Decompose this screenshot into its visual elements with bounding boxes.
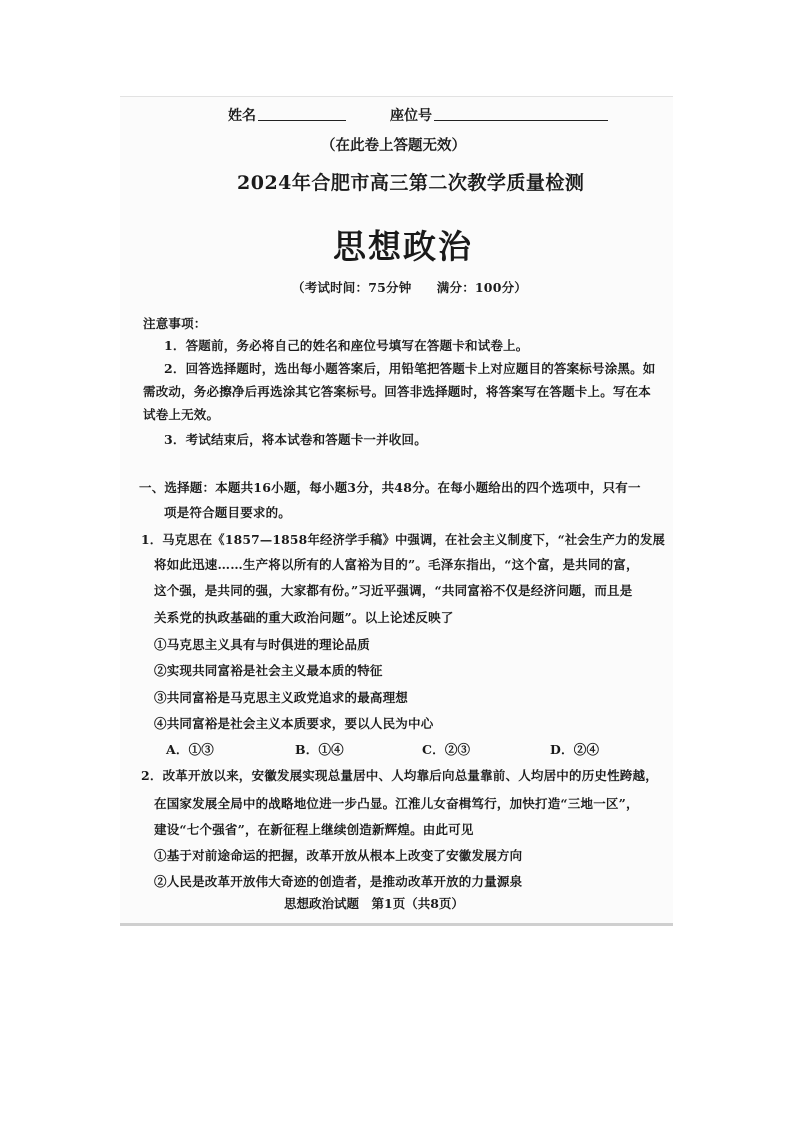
q1-choice-d: D．②④ (550, 742, 600, 757)
q1-choice-b: B．①④ (295, 742, 344, 757)
instructions-title: 注意事项： (143, 316, 207, 331)
q2-option-1: ①基于对前途命运的把握，改革开放从根本上改变了安徽发展方向 (154, 848, 523, 863)
exam-info: （考试时间：75分钟 满分：100分） (292, 280, 527, 295)
section-1-heading-line1: 一、选择题：本题共16小题，每小题3分，共48分。在每小题给出的四个选项中，只有一 (139, 480, 641, 495)
exam-title: 2024年合肥市高三第二次教学质量检测 (237, 172, 585, 194)
q2-stem-line1: 2．改革开放以来，安徽发展实现总量居中、人均靠后向总量靠前、人均居中的历史性跨越， (141, 768, 658, 783)
instruction-1: 1．答题前，务必将自己的姓名和座位号填写在答题卡和试卷上。 (164, 338, 529, 353)
q2-stem-line3: 建设“七个强省”，在新征程上继续创造新辉煌。由此可见 (154, 822, 474, 837)
section-1-heading-line2: 项是符合题目要求的。 (164, 505, 292, 520)
instruction-2-line1: 2．回答选择题时，选出每小题答案后，用铅笔把答题卡上对应题目的答案标号涂黑。如 (164, 361, 656, 376)
seat-underline (434, 120, 608, 121)
q1-option-2: ②实现共同富裕是社会主义最本质的特征 (154, 663, 383, 678)
subject-title: 思想政治 (333, 227, 473, 266)
q1-choice-a: A．①③ (166, 742, 214, 757)
q1-choice-c: C．②③ (422, 742, 471, 757)
instruction-3: 3．考试结束后，将本试卷和答题卡一并收回。 (164, 432, 427, 447)
q1-stem-line3: 这个强，是共同的强，大家都有份。”习近平强调，“共同富裕不仅是经济问题，而且是 (154, 583, 633, 598)
q1-option-4: ④共同富裕是社会主义本质要求，要以人民为中心 (154, 716, 434, 731)
q1-option-1: ①马克思主义具有与时俱进的理论品质 (154, 637, 370, 652)
instruction-2-line2: 需改动，务必擦净后再选涂其它答案标号。回答非选择题时，将答案写在答题卡上。写在本 (143, 384, 652, 399)
q2-option-2: ②人民是改革开放伟大奇迹的创造者，是推动改革开放的力量源泉 (154, 874, 523, 889)
q1-stem-line1: 1．马克思在《1857—1858年经济学手稿》中强调，在社会主义制度下，“社会生产力的发展 (141, 532, 666, 547)
q2-stem-line2: 在国家发展全局中的战略地位进一步凸显。江淮儿女奋楫笃行，加快打造“三地一区”， (154, 796, 639, 811)
q1-stem-line2: 将如此迅速……生产将以所有的人富裕为目的”。毛泽东指出，“这个富，是共同的富， (154, 557, 639, 572)
q1-stem-line4: 关系党的执政基础的重大政治问题”。以上论述反映了 (154, 610, 454, 625)
page-footer: 思想政治试题 第1页（共8页） (284, 896, 464, 911)
page-edge (120, 923, 673, 926)
instruction-2-line3: 试卷上无效。 (143, 407, 220, 422)
answer-invalid-notice: （在此卷上答题无效） (321, 137, 466, 154)
name-label: 姓名 (228, 108, 256, 124)
name-underline (258, 120, 346, 121)
seat-label: 座位号 (390, 108, 432, 124)
q1-option-3: ③共同富裕是马克思主义政党追求的最高理想 (154, 690, 409, 705)
